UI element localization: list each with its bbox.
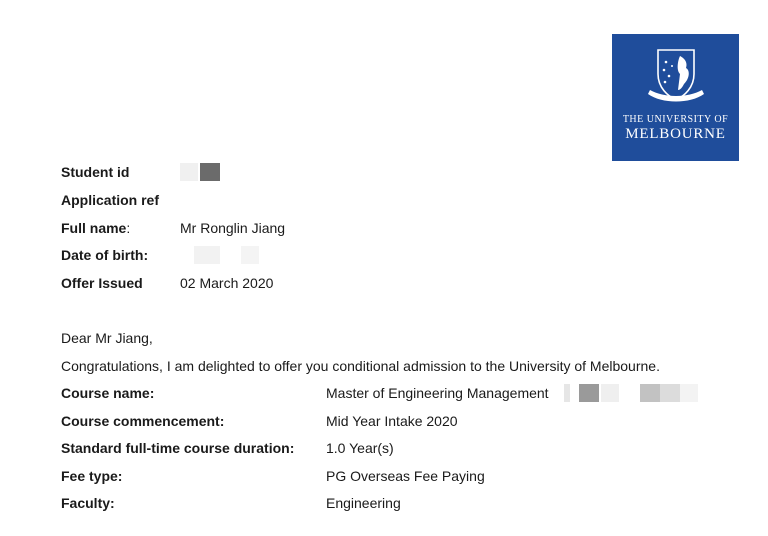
offer-issued-label: Offer Issued [61, 275, 143, 291]
duration-label: Standard full-time course duration: [61, 440, 295, 456]
fee-type-label: Fee type: [61, 468, 123, 484]
duration-value: 1.0 Year(s) [326, 440, 394, 456]
redacted-block [194, 246, 220, 264]
redacted-block [180, 163, 198, 181]
redacted-block [680, 384, 698, 402]
offer-issued-value: 02 March 2020 [180, 275, 274, 291]
intro-paragraph: Congratulations, I am delighted to offer you conditional admission to the University of Melbourne. [61, 358, 660, 374]
redacted-block [640, 384, 660, 402]
commencement-value: Mid Year Intake 2020 [326, 413, 458, 429]
faculty-label: Faculty: [61, 495, 115, 511]
redacted-block [200, 163, 220, 181]
redacted-block [564, 384, 570, 402]
university-crest-icon [636, 44, 716, 108]
student-id-label: Student id [61, 164, 130, 180]
redacted-block [660, 384, 680, 402]
commencement-label: Course commencement: [61, 413, 225, 429]
fee-type-value: PG Overseas Fee Paying [326, 468, 485, 484]
course-name-label: Course name: [61, 385, 155, 401]
logo-line1: THE UNIVERSITY OF [622, 114, 729, 125]
salutation: Dear Mr Jiang, [61, 330, 153, 346]
logo-line2: MELBOURNE [625, 126, 726, 142]
university-logo [612, 34, 739, 161]
redacted-block [579, 384, 599, 402]
dob-label: Date of birth: [61, 247, 149, 263]
full-name-value: Mr Ronglin Jiang [180, 220, 286, 236]
redacted-block [241, 246, 259, 264]
redacted-block [601, 384, 619, 402]
application-ref-label: Application ref [61, 192, 160, 208]
full-name-label: Full name: [61, 220, 131, 236]
course-name-value: Master of Engineering Management [326, 385, 549, 401]
faculty-value: Engineering [326, 495, 401, 511]
